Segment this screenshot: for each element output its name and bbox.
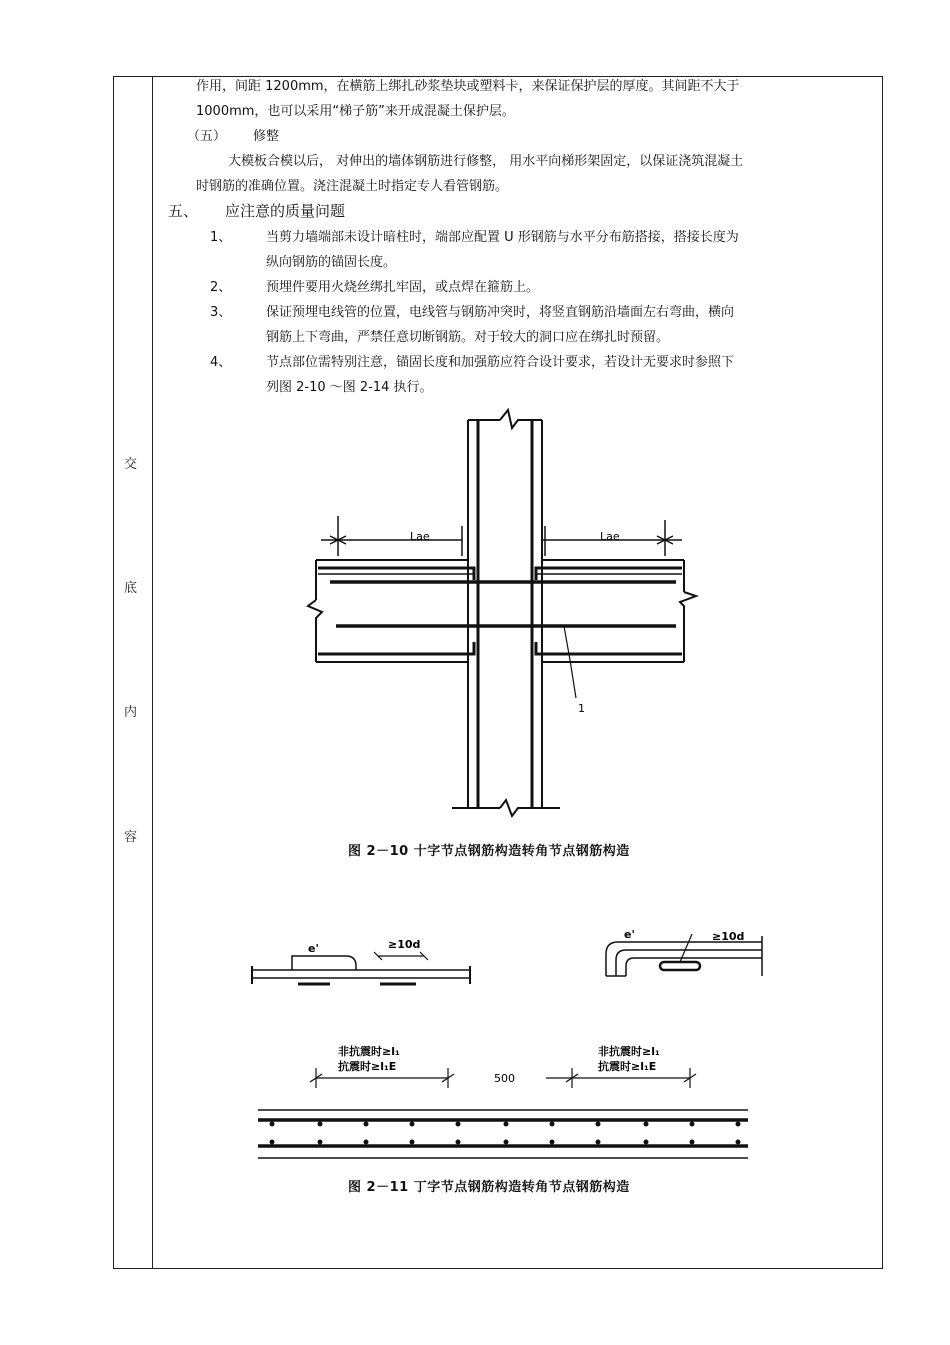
figure-caption: 图 2－11 丁字节点钢筋构造转角节点钢筋构造	[348, 1180, 630, 1195]
lap-length-non-seismic-right: 非抗震时≥l₁	[598, 1045, 660, 1058]
lap-length-seismic-right: 抗震时≥l₁E	[598, 1060, 657, 1073]
side-label-char: 交	[124, 457, 138, 472]
list-item-number: 1、	[210, 230, 232, 245]
paragraph-line: 作用，间距 1200mm，在横筋上绑扎砂浆垫块或塑料卡，来保证保护层的厚度。其间距不大于	[196, 79, 740, 94]
list-item-text: 纵向钢筋的锚固长度。	[266, 255, 397, 270]
callout-label: 1	[578, 702, 585, 715]
list-item-number: 4、	[210, 355, 232, 370]
spacing-label: 500	[494, 1072, 515, 1085]
side-label-char: 内	[124, 705, 138, 720]
lap-length-seismic-left: 抗震时≥l₁E	[338, 1060, 397, 1073]
list-item-number: 2、	[210, 280, 232, 295]
paragraph-line: 大模板合模以后， 对伸出的墙体钢筋进行修整， 用水平向梯形架固定，以保证浇筑混凝土	[228, 154, 744, 169]
subsection-title: 修整	[253, 129, 280, 144]
e-label-right: e'	[624, 928, 635, 941]
list-item-text: 保证预埋电线管的位置，电线管与钢筋冲突时，将竖直钢筋沿墙面左右弯曲，横向	[266, 305, 735, 320]
subsection-number: （五）	[187, 129, 227, 144]
min-10d-label-left: ≥10d	[388, 938, 421, 951]
paragraph-line: 时钢筋的准确位置。浇注混凝土时指定专人看管钢筋。	[196, 179, 509, 194]
figure-caption: 图 2－10 十字节点钢筋构造转角节点钢筋构造	[348, 844, 630, 859]
side-label-char: 底	[124, 581, 138, 596]
list-item-text: 列图 2-10 ～图 2-14 执行。	[266, 380, 433, 395]
lap-length-non-seismic-left: 非抗震时≥l₁	[338, 1045, 400, 1058]
side-label-char: 容	[124, 830, 138, 845]
section-number: 五、	[168, 202, 199, 220]
paragraph-line: 1000mm，也可以采用“梯子筋”来开成混凝土保护层。	[196, 104, 515, 119]
lae-label-right: Lae	[600, 530, 620, 543]
list-item-number: 3、	[210, 305, 232, 320]
list-item-text: 节点部位需特别注意，锚固长度和加强筋应符合设计要求，若设计无要求时参照下	[266, 355, 735, 370]
list-item-text: 钢筋上下弯曲，严禁任意切断钢筋。对于较大的洞口应在绑扎时预留。	[266, 330, 670, 345]
section-title: 应注意的质量问题	[225, 202, 346, 220]
lae-label-left: Lae	[410, 530, 430, 543]
list-item-text: 预埋件要用火烧丝绑扎牢固，或点焊在箍筋上。	[266, 280, 540, 295]
list-item-text: 当剪力墙端部未设计暗柱时，端部应配置 U 形钢筋与水平分布筋搭接，搭接长度为	[266, 230, 739, 245]
min-10d-label-right: ≥10d	[712, 930, 745, 943]
e-label-left: e'	[308, 942, 319, 955]
